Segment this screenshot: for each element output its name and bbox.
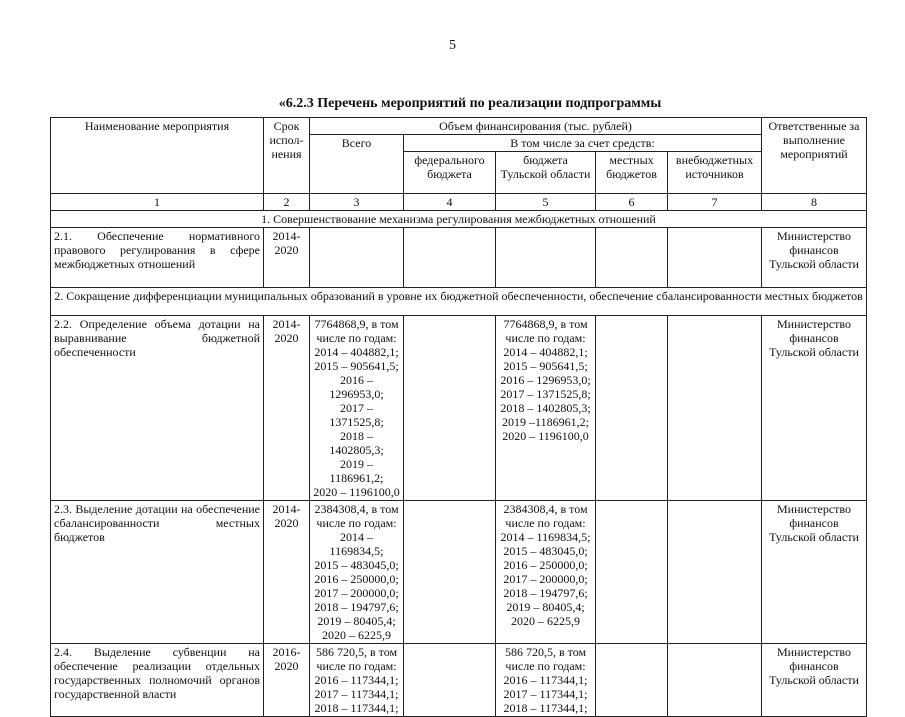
activity-responsible: Министерство финансов Тульской области	[762, 644, 867, 717]
section-title: «6.2.3 Перечень мероприятий по реализации подпрограммы	[278, 96, 662, 111]
activity-federal	[404, 501, 496, 644]
activity-local	[596, 316, 668, 501]
activities-table	[50, 117, 867, 717]
activity-regional: 2384308,4, в том числе по годам: 2014 – 1169834,5; 2015 – 483045,0; 2016 – 250000,0; 2017 – 200000,0; 2018 – 194797,6; 2019 – 80405,4; 2020 – 6225,9	[496, 501, 596, 644]
header-funding: Объем финансирования (тыс. рублей)	[310, 118, 762, 135]
activity-local	[596, 644, 668, 717]
header-term: Срок испол-нения	[264, 118, 310, 194]
activity-name: 2.2. Определение объема дотации на выравнивание бюджетной обеспеченности	[51, 316, 264, 501]
page-number: 5	[449, 38, 456, 53]
activity-local	[596, 228, 668, 288]
activity-federal	[404, 644, 496, 717]
activity-term: 2014-2020	[264, 501, 310, 644]
activity-extra	[668, 228, 762, 288]
activity-term: 2014-2020	[264, 316, 310, 501]
column-number: 4	[404, 194, 496, 211]
activity-total: 586 720,5, в том числе по годам: 2016 – 117344,1; 2017 – 117344,1; 2018 – 117344,1;	[310, 644, 404, 717]
header-local: местных бюджетов	[596, 152, 668, 194]
activity-federal	[404, 316, 496, 501]
activity-regional	[496, 228, 596, 288]
activity-regional: 7764868,9, в том числе по годам: 2014 – 404882,1; 2015 – 905641,5; 2016 – 1296953,0; 2017 – 1371525,8; 2018 – 1402805,3; 2019 –1186961,2; 2020 – 1196100,0	[496, 316, 596, 501]
table-row	[51, 501, 867, 644]
column-number: 8	[762, 194, 867, 211]
header-name: Наименование мероприятия	[51, 118, 264, 194]
column-number: 3	[310, 194, 404, 211]
table-row	[51, 316, 867, 501]
header-extra: внебюджетных источников	[668, 152, 762, 194]
section-heading: 2. Сокращение дифференциации муниципальных образований в уровне их бюджетной обеспеченности, обеспечение сбалансированности местных бюджетов	[51, 288, 867, 316]
column-numbers-row	[51, 194, 867, 211]
column-number: 5	[496, 194, 596, 211]
activity-regional: 586 720,5, в том числе по годам: 2016 – 117344,1; 2017 – 117344,1; 2018 – 117344,1;	[496, 644, 596, 717]
activity-total	[310, 228, 404, 288]
header-responsible: Ответственные за выполнение мероприятий	[762, 118, 867, 194]
activity-name: 2.4. Выделение субвенции на обеспечение реализации отдельных государственных полномочий органов государственной власти	[51, 644, 264, 717]
activity-name: 2.3. Выделение дотации на обеспечение сбалансированности местных бюджетов	[51, 501, 264, 644]
activity-local	[596, 501, 668, 644]
table-row	[51, 644, 867, 717]
activity-term: 2014-2020	[264, 228, 310, 288]
column-number: 1	[51, 194, 264, 211]
activity-responsible: Министерство финансов Тульской области	[762, 316, 867, 501]
section-heading: 1. Совершенствование механизма регулирования межбюджетных отношений	[51, 211, 867, 228]
activity-extra	[668, 501, 762, 644]
activity-name: 2.1. Обеспечение нормативного правового регулирования в сфере межбюджетных отношений	[51, 228, 264, 288]
activity-total: 7764868,9, в том числе по годам: 2014 – 404882,1; 2015 – 905641,5; 2016 – 1296953,0; 2017 – 1371525,8; 2018 – 1402805,3; 2019 – 1186961,2; 2020 – 1196100,0	[310, 316, 404, 501]
table-row	[51, 228, 867, 288]
header-including: В том числе за счет средств:	[404, 135, 762, 152]
header-regional: бюджета Тульской области	[496, 152, 596, 194]
activity-extra	[668, 644, 762, 717]
column-number: 6	[596, 194, 668, 211]
header-federal: федерального бюджета	[404, 152, 496, 194]
activity-responsible: Министерство финансов Тульской области	[762, 501, 867, 644]
column-number: 7	[668, 194, 762, 211]
activity-responsible: Министерство финансов Тульской области	[762, 228, 867, 288]
activity-extra	[668, 316, 762, 501]
activity-federal	[404, 228, 496, 288]
activity-total: 2384308,4, в том числе по годам: 2014 – 1169834,5; 2015 – 483045,0; 2016 – 250000,0; 2017 – 200000,0; 2018 – 194797,6; 2019 – 80405,4; 2020 – 6225,9	[310, 501, 404, 644]
header-total: Всего	[310, 135, 404, 194]
activity-term: 2016-2020	[264, 644, 310, 717]
column-number: 2	[264, 194, 310, 211]
